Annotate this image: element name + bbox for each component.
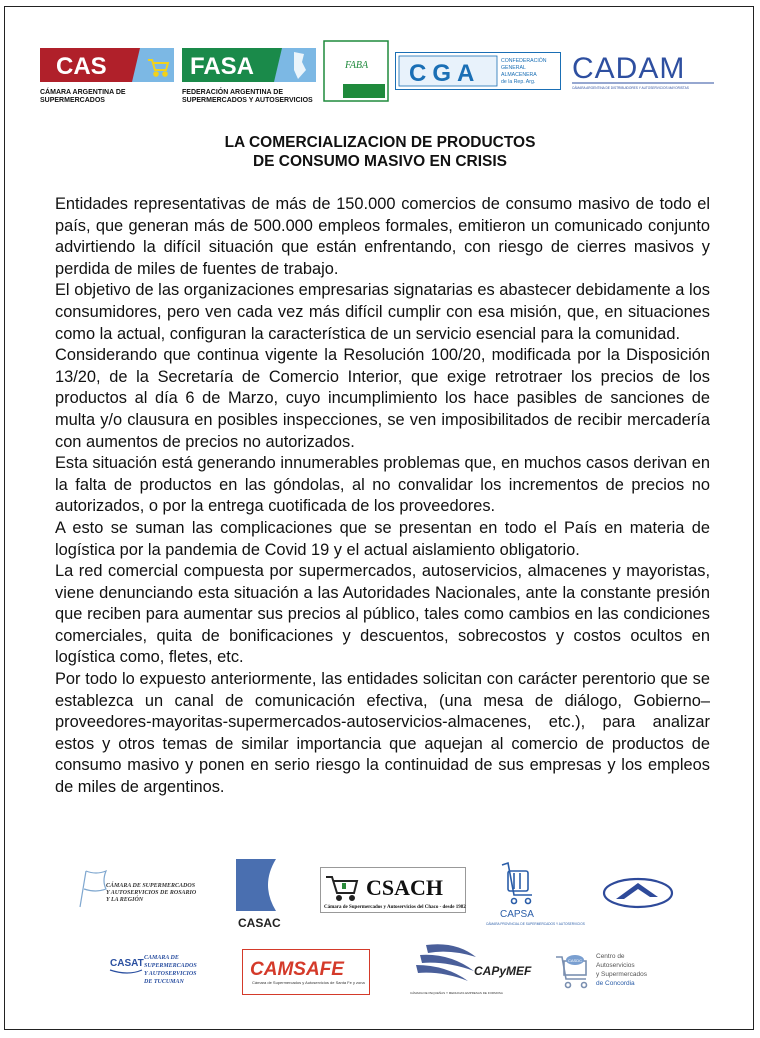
- cas-abbr: CAS: [56, 53, 107, 80]
- cadam-logo: [570, 50, 716, 96]
- concordia-line2: Autoservicios: [596, 962, 635, 969]
- paragraph-7: Por todo lo expuesto anteriormente, las entidades solicitan con carácter perentorio que se establezca un canal de comunicación efectiva, (una mesa de diálogo, Gobierno–proveedores-mayoritas-supermercados-autoservicios-almacenes, etc.), para analizar estos y otros temas de similar importancia que aquejan al comercio de productos de consumo masivo y ponen en serio riesgo la continuidad de sus empresas y los empleos de miles de argentinos.: [55, 670, 710, 797]
- casac-logo: [236, 859, 292, 931]
- rosario-line3: Y LA REGIÓN: [106, 897, 144, 903]
- cga-line2: GENERAL: [501, 65, 526, 71]
- capsa-tagline: CÁMARA PROVINCIAL DE SUPERMERCADOS Y AUTOSERVICIOS: [486, 922, 585, 926]
- faba-logo: [323, 40, 389, 102]
- cga-logo: [395, 52, 561, 92]
- rosario-line1: CÁMARA DE SUPERMERCADOS: [106, 883, 196, 889]
- cart-icon: [502, 863, 532, 904]
- fasa-mark: [182, 48, 316, 82]
- camsafe-abbr: CAMSAFE: [250, 959, 344, 980]
- document-title: [60, 133, 700, 171]
- chamber-arrow-logo: [600, 875, 676, 911]
- capsa-abbr: CAPSA: [500, 909, 534, 920]
- rosario-logo: [72, 867, 212, 911]
- csach-abbr: CSACH: [366, 875, 444, 900]
- capymef-abbr: CAPyMEF: [474, 964, 532, 978]
- concordia-line1: Centro de: [596, 953, 625, 960]
- title-line-2: DE CONSUMO MASIVO EN CRISIS: [252, 153, 508, 170]
- fasa-line2: SUPERMERCADOS Y AUTOSERVICIOS: [182, 97, 313, 104]
- tucuman-line2: SUPERMERCADOS: [144, 963, 197, 969]
- fasa-abbr: FASA: [190, 53, 255, 80]
- camsafe-logo: [242, 949, 370, 995]
- tucuman-abbr: CASAT: [110, 958, 144, 969]
- csach-logo: [320, 867, 466, 913]
- title-line-1: LA COMERCIALIZACION DE PRODUCTOS: [224, 134, 536, 151]
- concordia-line4: de Concordia: [596, 980, 635, 987]
- cas-logo: [40, 48, 174, 104]
- concordia-abbr: CASDC: [568, 958, 583, 963]
- capymef-logo: [406, 939, 532, 999]
- cas-line2: SUPERMERCADOS: [40, 97, 105, 104]
- concordia-line3: y Supermercados: [596, 971, 647, 978]
- cga-abbr: CGA: [409, 60, 481, 87]
- paragraph-6: La red comercial compuesta por supermercados, autoservicios, almacenes y mayoristas, viene denunciando esta situación a las Autoridades Nacionales, ante la constante presión que reciben para aumentar sus precios al público, tales como cambios en las condiciones comerciales, quita de bonificaciones y descuentos, sobrecostos y costos ocultos en logística como, fletes, etc.: [55, 562, 710, 667]
- cas-mark: [40, 48, 174, 82]
- tucuman-logo: [108, 950, 214, 990]
- arrow-icon: [616, 883, 658, 899]
- cas-line1: CÁMARA ARGENTINA DE: [40, 89, 126, 96]
- paragraph-1: Entidades representativas de más de 150.000 comercios de consumo masivo de todo el país, que generan más de 500.000 empleos formales, emitieron un comunicado conjunto advirtiendo la difícil situación que están enfrentando, con riesgo de cierres masivos y perdida de miles de fuentes de trabajo.: [55, 195, 710, 278]
- cga-line4: de la Rep. Arg.: [501, 79, 536, 85]
- faba-abbr: FABA: [345, 60, 369, 71]
- casac-abbr: CASAC: [238, 916, 281, 930]
- cga-line1: CONFEDERACIÓN: [501, 58, 547, 64]
- tucuman-line3: Y AUTOSERVICIOS: [144, 971, 197, 977]
- flag-icon: [80, 871, 106, 907]
- bottom-logos: [60, 855, 700, 1005]
- fasa-logo: [182, 48, 316, 102]
- document-body: [55, 194, 710, 799]
- paragraph-3: Considerando que continua vigente la Resolución 100/20, modificada por la Disposición 13/20, de la Secretaría de Comercio Interior, que exige retrotraer los precios de los productos al día 6 de Marzo, cuyo incumplimiento los hace pasibles de sanciones de multa y/o clausura en posibles inspecciones, se ven imposibilitados de recibir mercadería con aumentos de precios no autorizados.: [55, 346, 710, 451]
- top-logos: [36, 40, 726, 102]
- tucuman-line1: CAMARA DE: [144, 955, 179, 961]
- concordia-logo: [554, 949, 664, 995]
- tucuman-line4: DE TUCUMAN: [144, 979, 184, 985]
- paragraph-5: A esto se suman las complicaciones que se presentan en todo el País en materia de logística por la pandemia de Covid 19 y el actual aislamiento obligatorio.: [55, 518, 710, 559]
- capsa-logo: [484, 859, 585, 935]
- capymef-tagline: CÁMARA DE PEQUEÑAS Y MEDIANAS EMPRESAS DE FORMOSA: [410, 991, 503, 995]
- rosario-line2: Y AUTOSERVICIOS DE ROSARIO: [106, 890, 197, 896]
- paragraph-4: Esta situación está generando innumerables problemas que, en muchos casos derivan en la falta de productos en las góndolas, al no convalidar los incrementos de precios no autorizados, o por la entrega cuotificada de los proveedores.: [55, 454, 710, 516]
- cadam-tagline: CÁMARA ARGENTINA DE DISTRIBUIDORES Y AUTOSERVICIOS MAYORISTAS: [572, 86, 689, 90]
- cadam-abbr: CADAM: [572, 52, 686, 85]
- cga-line3: ALMACENERA: [501, 72, 537, 78]
- paragraph-2: El objetivo de las organizaciones empresarias signatarias es abastecer debidamente a los consumidores, pero ven cada vez más difícil cumplir con esa misión, que, en situaciones como la actual, configuran la característica de un servicio esencial para la comunidad.: [55, 281, 710, 343]
- swoosh-icon: [416, 944, 476, 981]
- camsafe-tagline: Cámara de Supermercados y Autoservicios de Santa Fe y zona: [252, 980, 365, 985]
- csach-tagline: Cámara de Supermercados y Autoservicios del Chaco - desde 1982: [324, 905, 466, 910]
- fasa-line1: FEDERACIÓN ARGENTINA DE: [182, 89, 283, 96]
